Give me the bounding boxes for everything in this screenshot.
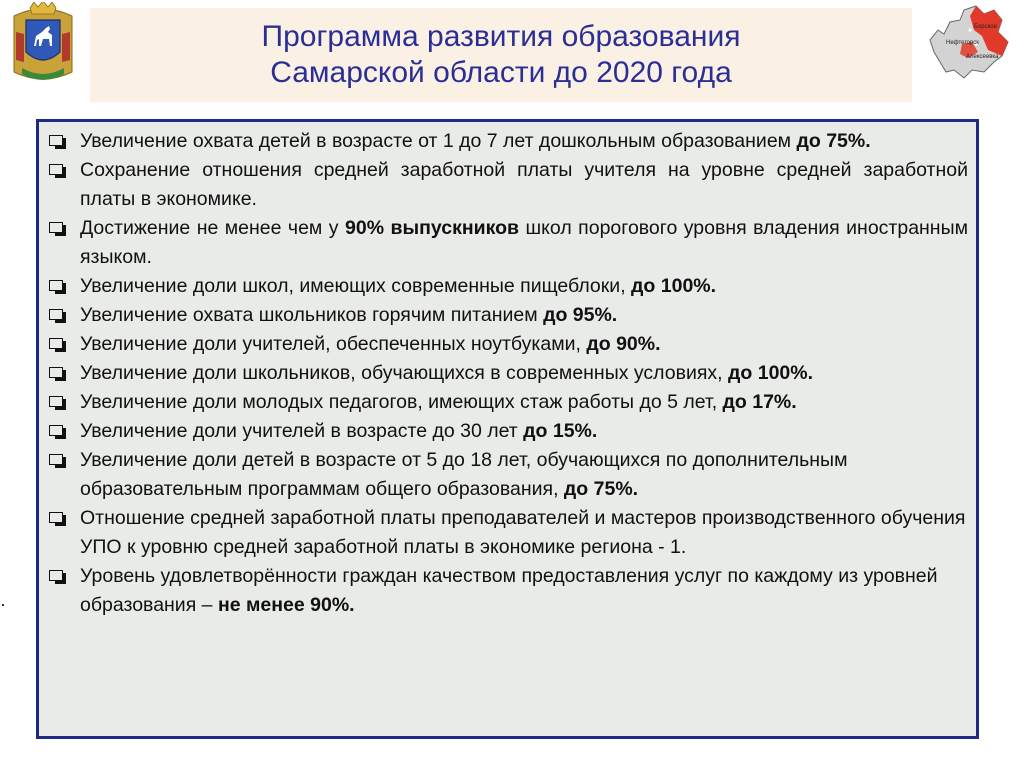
list-item (49, 127, 968, 156)
list-item (49, 359, 968, 388)
list-item-text: Сохранение отношения средней заработной платы учителя на уровне средней заработной платы в экономике. (80, 159, 968, 210)
checkbox-bullet-icon (49, 222, 63, 233)
stray-dot (2, 604, 4, 606)
checkbox-bullet-icon (49, 454, 63, 465)
map-label-alekseevka: Алексеевка (966, 54, 999, 60)
list-item-text: Достижение не менее чем у 90% выпускников школ порогового уровня владения иностранным языком. (80, 217, 968, 268)
list-item-text: Увеличение доли молодых педагогов, имеющих стаж работы до 5 лет, до 17%. (80, 391, 797, 413)
list-item-text: Увеличение доли школьников, обучающихся в современных условиях, до 100%. (80, 362, 814, 384)
goals-panel (36, 119, 979, 739)
checkbox-bullet-icon (49, 512, 63, 523)
list-item (49, 504, 968, 562)
checkbox-bullet-icon (49, 338, 63, 349)
list-item (49, 446, 968, 504)
list-item (49, 417, 968, 446)
list-item-text: Увеличение охвата детей в возрасте от 1 до 7 лет дошкольным образованием до 75%. (80, 130, 871, 152)
list-item-text: Увеличение охвата школьников горячим питанием до 95%. (80, 304, 618, 326)
checkbox-bullet-icon (49, 280, 63, 291)
map-label-neftegorsk: Нефтегорск (946, 40, 979, 46)
list-item (49, 330, 968, 359)
list-item-text: Увеличение доли учителей, обеспеченных ноутбуками, до 90%. (80, 333, 661, 355)
page-title (90, 8, 912, 102)
checkbox-bullet-icon (49, 309, 63, 320)
list-item-text: Отношение средней заработной платы преподавателей и мастеров производственного обучения УПО к уровню средней заработной платы в экономике региона - 1. (80, 507, 966, 558)
list-item-text: Уровень удовлетворённости граждан качеством предоставления услуг по каждому из уровней образования – не менее 90%. (80, 565, 938, 616)
checkbox-bullet-icon (49, 135, 63, 146)
list-item (49, 301, 968, 330)
list-item (49, 214, 968, 272)
map-label-borskoe: Борское (974, 24, 997, 30)
list-item (49, 562, 968, 620)
checkbox-bullet-icon (49, 425, 63, 436)
list-item (49, 272, 968, 301)
title-line-2: Самарской области до 2020 года (270, 56, 732, 89)
region-map-icon (924, 0, 1012, 82)
list-item-text: Увеличение доли учителей в возрасте до 30 лет до 15%. (80, 420, 598, 442)
list-item-text: Увеличение доли детей в возрасте от 5 до 18 лет, обучающихся по дополнительным образовательным программам общего образования, до 75%. (80, 449, 848, 500)
checkbox-bullet-icon (49, 164, 63, 175)
list-item-text: Увеличение доли школ, имеющих современные пищеблоки, до 100%. (80, 275, 717, 297)
checkbox-bullet-icon (49, 570, 63, 581)
list-item (49, 156, 968, 214)
list-item (49, 388, 968, 417)
title-line-1: Программа развития образования (261, 20, 741, 53)
coat-of-arms-icon (8, 2, 78, 86)
checkbox-bullet-icon (49, 396, 63, 407)
goals-list (49, 127, 968, 620)
checkbox-bullet-icon (49, 367, 63, 378)
